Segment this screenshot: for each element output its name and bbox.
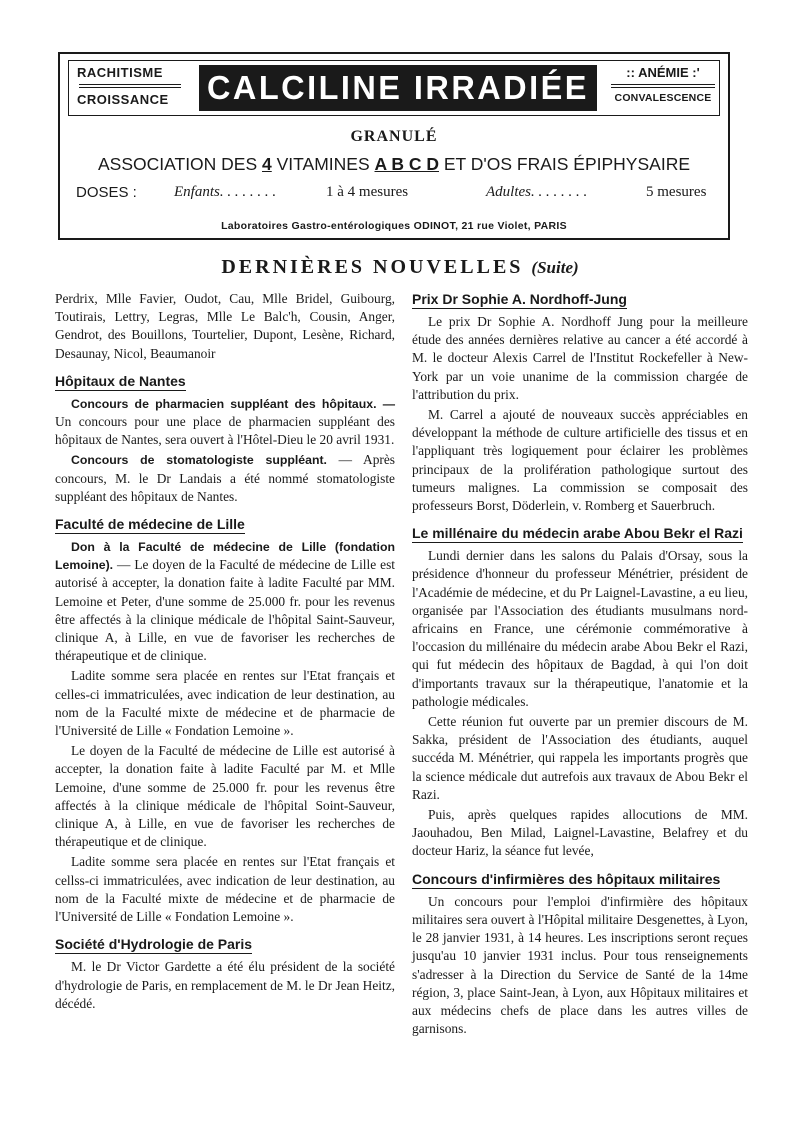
ad-brand-name: CALCILINE IRRADIÉE xyxy=(199,65,597,111)
ad-left-block xyxy=(77,65,183,107)
lille-paragraph-2: Ladite somme sera placée en rentes sur l'Etat français et celles-ci immatriculées, avec indication de leur destination, au nom de la Faculté mixte de médecine et de pharmacie de l'Université de Lille « Fondation Lemoine ». xyxy=(55,668,395,739)
title-text: DERNIÈRES NOUVELLES xyxy=(221,256,524,278)
ad-association-line xyxy=(60,154,728,175)
nantes-p2-text: — Après concours, M. le Dr Landais a été nommé stomatologiste suppléant des hôpitaux de Nantes. xyxy=(55,452,396,504)
intro-names-paragraph: Perdrix, Mlle Favier, Oudot, Cau, Mlle Bridel, Guibourg, Toutirais, Lettry, Legras, Mlle Le Balc'h, Cousin, Anger, Gendrot, des Bouillons, Tourtelier, Dupont, Lesène, Richard, Desaunay, Nicol, Beaumanoir xyxy=(55,291,395,361)
section-title-razi: Le millénaire du médecin arabe Abou Bekr el Razi xyxy=(412,525,743,542)
lille-p1-lead: Don à la Faculté de médecine de Lille (fondation Lemoine). xyxy=(55,540,395,573)
prix-paragraph-2: M. Carrel a ajouté de nouveaux succès appréciables en développant la méthode de culture artificielle des tissus et en l'appliquant très logiquement pour éclairer les problèmes principaux de la prolifération pathologique surtout des tumeurs malignes. La commission se composait des professeurs Borst, Döderlein, v. Romberg et Sauerbruch. xyxy=(412,407,748,514)
calciline-advertisement xyxy=(58,52,730,240)
right-column xyxy=(412,290,748,1038)
ad-enfants-label: Enfants. . . . . . . . xyxy=(174,184,277,200)
ad-rachitisme: RACHITISME xyxy=(77,65,163,80)
lille-paragraph-4: Ladite somme sera placée en rentes sur l'Etat français et cellss-ci immatriculées, avec indication de leur destination, au nom de la Faculté mixte de médecine et de pharmacie de l'Université de Lille « Fondation Lemoine ». xyxy=(55,854,395,925)
hydrologie-paragraph: M. le Dr Victor Gardette a été élu président de la société d'hydrologie de Paris, en remplacement de M. le Dr Jean Heitz, décédé. xyxy=(55,959,395,1011)
ad-doses-label: DOSES : xyxy=(76,184,137,201)
left-column xyxy=(55,290,395,1013)
nantes-p2-lead: Concours de stomatologiste suppléant. xyxy=(71,453,327,468)
ad-convalescence: CONVALESCENCE xyxy=(614,92,712,104)
section-title-lille: Faculté de médecine de Lille xyxy=(55,516,245,533)
ad-adultes-dose: 5 mesures xyxy=(646,184,707,200)
ad-right-block xyxy=(609,65,717,104)
lille-paragraph-3: Le doyen de la Faculté de médecine de Lille est autorisé à accepter, la donation faite à ladite Faculté par M. et Mlle Lemoine, d'une somme de 25.000 fr. pour les revenus être affectés à la clinique médicale de l'hôpital Soint-Sauveur, clinique A, à Lille, en vue de favoriser les recherches de thérapeutique et de clinique. xyxy=(55,743,395,850)
ad-granule: GRANULÉ xyxy=(350,128,438,145)
razi-paragraph-2: Cette réunion fut ouverte par un premier discours de M. Sakka, président de l'Association des étudiants, auquel succéda M. Ménétrier, qui rappela les importants progrès que la science médicale dut autrefois aux travaux de Abou Bekr el Razi. xyxy=(412,714,748,802)
ad-laboratory: Laboratoires Gastro-entérologiques ODINOT, 21 rue Violet, PARIS xyxy=(221,220,567,232)
ad-enfants-dose: 1 à 4 mesures xyxy=(326,184,409,200)
section-title-hydrologie: Société d'Hydrologie de Paris xyxy=(55,936,253,953)
section-title-nantes: Hôpitaux de Nantes xyxy=(55,372,186,389)
ad-assoc-suffix: ET D'OS FRAIS ÉPIPHYSAIRE xyxy=(439,154,690,174)
razi-paragraph-1: Lundi dernier dans les salons du Palais d'Orsay, sous la présidence d'honneur du professeur Ménétrier, président de l'Académie de médecine, et du Pr Laignel-Lavastine, a eu lieu, organisée par l'Association des étudiants musulmans nord-africains en France, une cérémonie commémorative à l'occasion du millénaire du médecin arabe Abou Bekr el Razi, qui fut médecin des hôpitaux de Bagdad, à qui l'on doit d'importants travaux sur la thérapeutique, l'anatomie et la pathologie médicales. xyxy=(412,548,748,709)
ad-adultes-label: Adultes. . . . . . . . xyxy=(486,184,588,200)
ad-croissance: CROISSANCE xyxy=(77,92,169,107)
ad-assoc-prefix: ASSOCIATION DES xyxy=(98,154,263,174)
ad-banner xyxy=(68,60,720,116)
nantes-paragraph-2 xyxy=(55,451,395,506)
section-title-prix-nordhoff: Prix Dr Sophie A. Nordhoff-Jung xyxy=(412,291,627,307)
ad-right-rule xyxy=(611,84,715,88)
nantes-p1-text: Un concours pour une place de pharmacien suppléant des hôpitaux de Nantes, sera ouvert à l'Hôtel-Dieu le 20 avril 1931. xyxy=(55,414,395,448)
ad-assoc-mid: VITAMINES xyxy=(271,154,375,174)
section-title-infirmieres: Concours d'infirmières des hôpitaux militaires xyxy=(412,870,721,887)
title-suite: (Suite) xyxy=(531,258,579,277)
infirmieres-paragraph: Un concours pour l'emploi d'infirmière des hôpitaux militaires sera ouvert à l'Hôpital militaire Desgenettes, à Lyon, le 28 janvier 1931, à 14 heures. Les inscriptions seront reçues jusqu'au 10 janvier 1931 inclus. Pour tous renseignements s'adresser à la Direction du Service de Santé de la 14me région, 3, place Saint-Jean, à Lyon, aux Hôpitaux militaires et aux médecins chefs de place dans les autres villes de garnisons. xyxy=(412,893,748,1037)
page-title xyxy=(0,256,800,279)
ad-assoc-vitamins: A B C D xyxy=(374,154,439,174)
lille-paragraph-1 xyxy=(55,538,395,665)
ad-assoc-number: 4 xyxy=(262,154,272,174)
ad-anemie: :: ANÉMIE :' xyxy=(626,65,700,80)
nantes-p1-lead: Concours de pharmacien suppléant des hôpitaux. — xyxy=(71,396,395,411)
nantes-paragraph-1 xyxy=(55,395,395,450)
prix-paragraph-1: Le prix Dr Sophie A. Nordhoff Jung pour la meilleure étude des années dernières relative au cancer a été accordé à M. le docteur Alexis Carrel de l'Institut Rockefeller à New-York par un voie unanime de la commission chargée de l'attribution du prix. xyxy=(412,314,748,402)
razi-paragraph-3: Puis, après quelques rapides allocutions de MM. Jaouhadou, Ben Milad, Laignel-Lavastine, Belafrey et du docteur Hariz, la séance fut levée, xyxy=(412,807,748,859)
lille-p1-text: — Le doyen de la Faculté de médecine de Lille est autorisé à accepter, la donation faite à ladite Faculté par MM. Lemoine et Peter, d'une somme de 25.000 fr. pour les revenus être affectés à la clinique médicale de l'hôpital Saint-Sauveur, clinique A, à Lille, en vue de favoriser les recherches de thérapeutique et de clinique. xyxy=(55,557,395,664)
ad-left-rule xyxy=(79,84,181,88)
